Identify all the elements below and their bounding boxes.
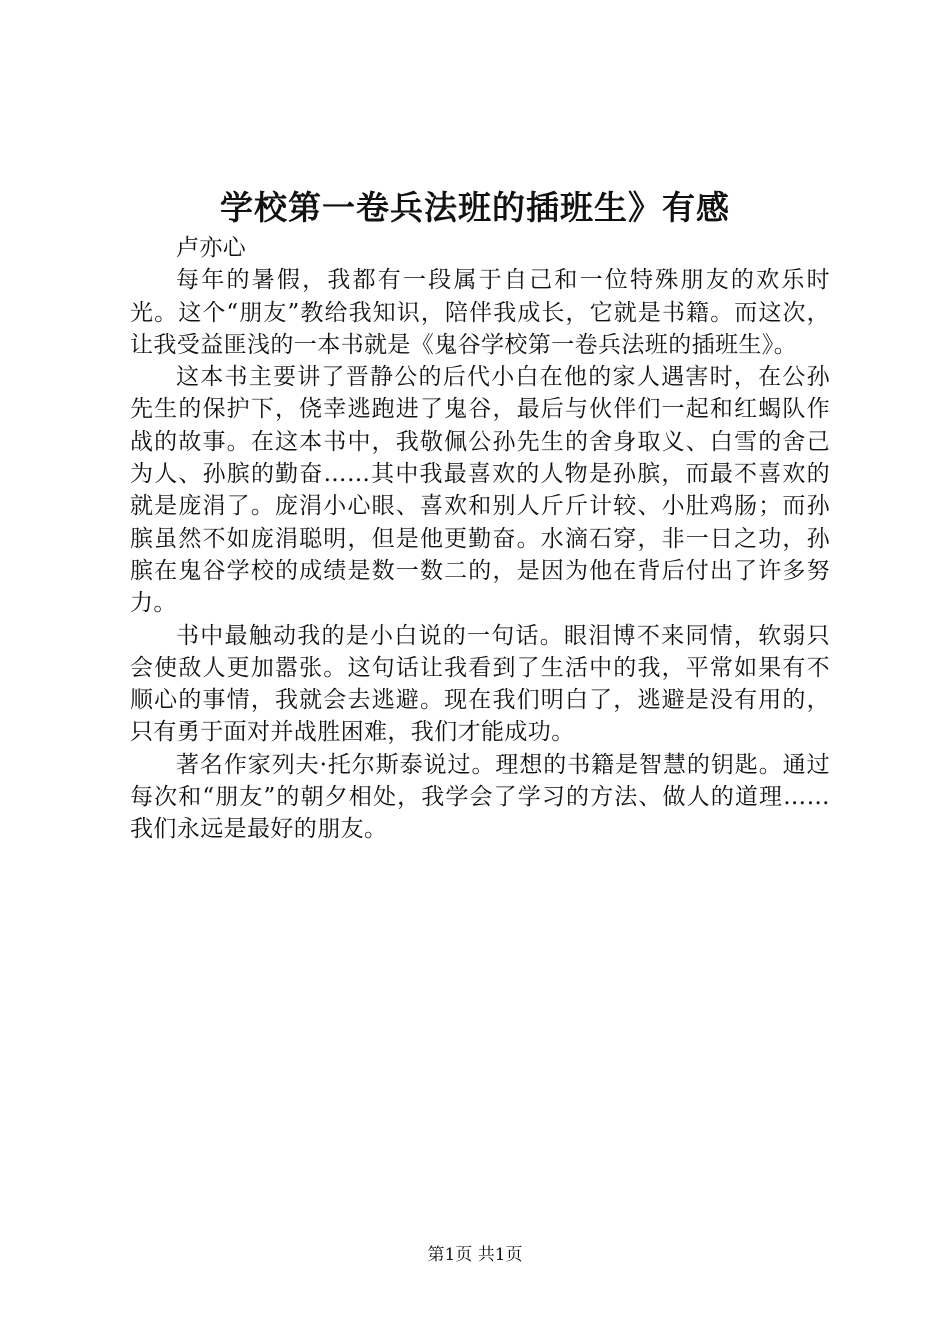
- paragraph: 每年的暑假，我都有一段属于自己和一位特殊朋友的欢乐时光。这个“朋友”教给我知识，陪伴我成长，它就是书籍。而这次，让我受益匪浅的一本书就是《鬼谷学校第一卷兵法班的插班生》。: [130, 267, 830, 358]
- paragraph: 书中最触动我的是小白说的一句话。眼泪博不来同情，软弱只会使敌人更加嚣张。这句话让我看到了生活中的我，平常如果有不顺心的事情，我就会去逃避。现在我们明白了，逃避是没有用的，只有勇于面对并战胜困难，我们才能成功。: [130, 622, 830, 746]
- document-body: [130, 232, 830, 846]
- page-footer: 第1页 共1页: [427, 1245, 523, 1265]
- paragraph: 这本书主要讲了晋静公的后代小白在他的家人遇害时，在公孙先生的保护下，侥幸逃跑进了鬼谷，最后与伙伴们一起和红蝎队作战的故事。在这本书中，我敬佩公孙先生的舍身取义、白雪的舍己为人、孙膑的勤奋……其中我最喜欢的人物是孙膑，而最不喜欢的就是庞涓了。庞涓小心眼、喜欢和别人斤斤计较、小肚鸡肠；而孙膑虽然不如庞涓聪明，但是他更勤奋。水滴石穿，非一日之功，孙膑在鬼谷学校的成绩是数一数二的，是因为他在背后付出了许多努力。: [130, 364, 830, 617]
- paragraph: 著名作家列夫·托尔斯泰说过。理想的书籍是智慧的钥匙。通过每次和“朋友”的朝夕相处，我学会了学习的方法、做人的道理……我们永远是最好的朋友。: [130, 751, 830, 843]
- document-title: 学校第一卷兵法班的插班生》有感: [220, 188, 730, 227]
- author-name: 卢亦心: [176, 235, 247, 261]
